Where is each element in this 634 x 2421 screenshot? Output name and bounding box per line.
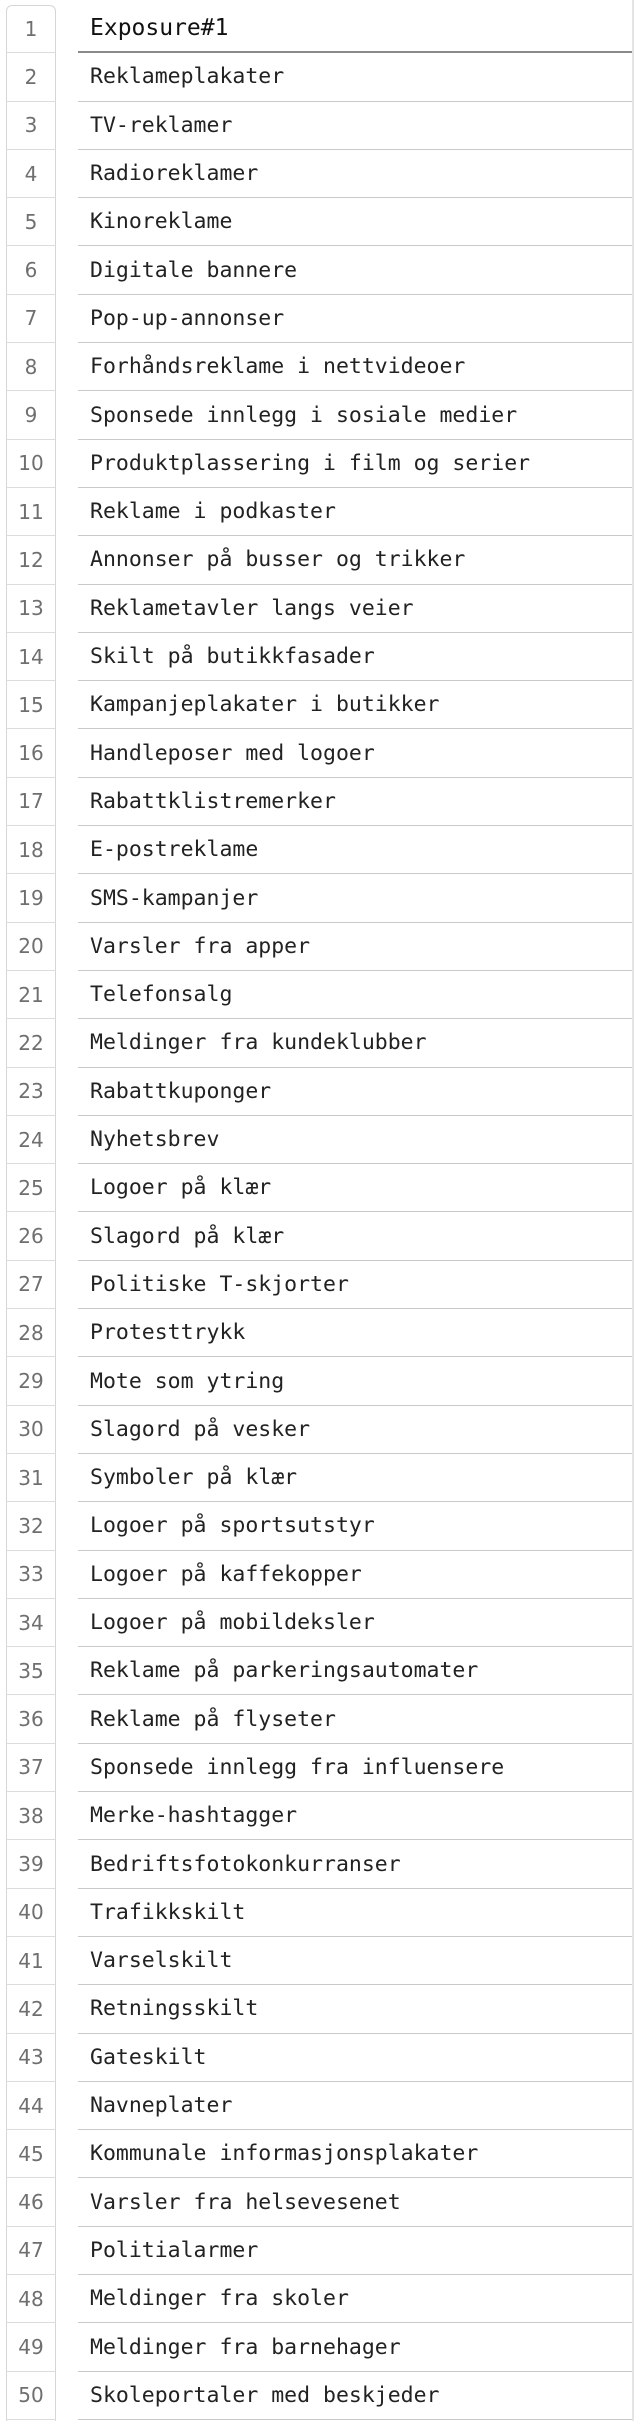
table-cell[interactable]: Reklametavler langs veier xyxy=(78,585,634,633)
row-number[interactable]: 31 xyxy=(6,1454,56,1502)
row-number[interactable]: 7 xyxy=(6,295,56,343)
table-row[interactable] xyxy=(0,1116,634,1164)
row-number[interactable]: 11 xyxy=(6,488,56,536)
table-cell[interactable]: Forhåndsreklame i nettvideoer xyxy=(78,343,634,391)
table-cell[interactable]: Kampanjeplakater i butikker xyxy=(78,681,634,729)
table-cell[interactable]: Sponsede innlegg i sosiale medier xyxy=(78,391,634,439)
table-cell[interactable]: Telefonsalg xyxy=(78,971,634,1019)
table-row[interactable] xyxy=(0,440,634,488)
table-cell[interactable]: Meldinger fra barnehager xyxy=(78,2323,634,2371)
row-number[interactable]: 6 xyxy=(6,247,56,295)
table-row[interactable] xyxy=(0,102,634,150)
table-row[interactable] xyxy=(0,391,634,439)
row-number[interactable]: 33 xyxy=(6,1551,56,1599)
table-row[interactable] xyxy=(0,295,634,343)
row-number[interactable]: 27 xyxy=(6,1261,56,1309)
table-cell[interactable]: Varsler fra helsevesenet xyxy=(78,2179,634,2227)
table-cell[interactable]: Politialarmer xyxy=(78,2227,634,2275)
row-number[interactable]: 32 xyxy=(6,1502,56,1550)
table-row[interactable] xyxy=(0,1551,634,1599)
table-cell[interactable]: Logoer på mobildeksler xyxy=(78,1599,634,1647)
table-row[interactable] xyxy=(0,1164,634,1212)
table-row[interactable] xyxy=(0,2082,634,2130)
row-number[interactable]: 44 xyxy=(6,2082,56,2130)
row-number[interactable]: 47 xyxy=(6,2227,56,2275)
table-cell[interactable]: Meldinger fra skoler xyxy=(78,2275,634,2323)
table-row[interactable] xyxy=(0,150,634,198)
row-number[interactable]: 2 xyxy=(6,53,56,101)
table-row[interactable] xyxy=(0,1502,634,1550)
table-row[interactable] xyxy=(0,1068,634,1116)
row-number[interactable]: 29 xyxy=(6,1357,56,1405)
row-number[interactable]: 14 xyxy=(6,633,56,681)
table-cell[interactable]: Protesttrykk xyxy=(78,1309,634,1357)
table-row[interactable] xyxy=(0,923,634,971)
table-cell[interactable]: Radioreklamer xyxy=(78,150,634,198)
table-cell[interactable]: Varselskilt xyxy=(78,1937,634,1985)
table-cell[interactable]: Navneplater xyxy=(78,2082,634,2130)
table-row[interactable] xyxy=(0,585,634,633)
row-number[interactable]: 8 xyxy=(6,343,56,391)
row-number[interactable]: 21 xyxy=(6,971,56,1019)
table-row[interactable] xyxy=(0,198,634,246)
table-cell[interactable]: Logoer på sportsutstyr xyxy=(78,1502,634,1550)
table-row[interactable] xyxy=(0,2034,634,2082)
row-number[interactable]: 35 xyxy=(6,1647,56,1695)
table-row[interactable] xyxy=(0,1357,634,1405)
table-cell[interactable]: Slagord på vesker xyxy=(78,1406,634,1454)
table-row[interactable] xyxy=(0,1792,634,1840)
table-cell[interactable]: Meldinger fra kundeklubber xyxy=(78,1019,634,1067)
row-number[interactable]: 28 xyxy=(6,1309,56,1357)
row-number[interactable]: 26 xyxy=(6,1213,56,1261)
table-cell[interactable]: Slagord på klær xyxy=(78,1213,634,1261)
row-number[interactable]: 39 xyxy=(6,1840,56,1888)
row-number[interactable]: 23 xyxy=(6,1068,56,1116)
row-number[interactable]: 1 xyxy=(6,5,56,53)
row-number[interactable]: 34 xyxy=(6,1599,56,1647)
row-number[interactable]: 45 xyxy=(6,2130,56,2178)
row-number[interactable]: 25 xyxy=(6,1164,56,1212)
table-row[interactable] xyxy=(0,1647,634,1695)
table-row[interactable] xyxy=(0,874,634,922)
row-number[interactable]: 41 xyxy=(6,1937,56,1985)
row-number[interactable]: 12 xyxy=(6,536,56,584)
table-cell[interactable]: E-postreklame xyxy=(78,826,634,874)
column-header-cell[interactable]: Exposure#1 xyxy=(78,5,634,53)
table-cell[interactable]: Rabattklistremerker xyxy=(78,778,634,826)
table-row[interactable] xyxy=(0,681,634,729)
table-row[interactable] xyxy=(0,1937,634,1985)
table-cell[interactable]: Symboler på klær xyxy=(78,1454,634,1502)
row-number[interactable]: 30 xyxy=(6,1406,56,1454)
table-cell[interactable]: Sponsede innlegg fra influensere xyxy=(78,1744,634,1792)
row-number[interactable]: 10 xyxy=(6,440,56,488)
row-number[interactable]: 16 xyxy=(6,730,56,778)
table-row[interactable] xyxy=(0,1019,634,1067)
table-cell[interactable]: Varsler fra apper xyxy=(78,923,634,971)
row-number[interactable]: 4 xyxy=(6,150,56,198)
table-row[interactable] xyxy=(0,1744,634,1792)
table-row[interactable] xyxy=(0,1309,634,1357)
row-number[interactable]: 49 xyxy=(6,2323,56,2371)
row-number[interactable]: 18 xyxy=(6,826,56,874)
row-number[interactable]: 24 xyxy=(6,1116,56,1164)
row-number[interactable]: 42 xyxy=(6,1985,56,2033)
table-row[interactable] xyxy=(0,488,634,536)
row-number[interactable]: 38 xyxy=(6,1792,56,1840)
table-row[interactable] xyxy=(0,1889,634,1937)
table-cell[interactable]: Politiske T-skjorter xyxy=(78,1261,634,1309)
table-row[interactable] xyxy=(0,2372,634,2420)
table-cell[interactable]: Reklame på parkeringsautomater xyxy=(78,1647,634,1695)
row-number[interactable]: 22 xyxy=(6,1019,56,1067)
table-cell[interactable]: Mote som ytring xyxy=(78,1357,634,1405)
row-number[interactable]: 48 xyxy=(6,2275,56,2323)
table-cell[interactable]: Kinoreklame xyxy=(78,198,634,246)
row-number[interactable]: 13 xyxy=(6,585,56,633)
header-row[interactable] xyxy=(0,5,634,53)
row-number[interactable]: 46 xyxy=(6,2179,56,2227)
table-row[interactable] xyxy=(0,1261,634,1309)
table-row[interactable] xyxy=(0,247,634,295)
row-number[interactable]: 19 xyxy=(6,874,56,922)
row-number[interactable]: 9 xyxy=(6,391,56,439)
row-number[interactable]: 40 xyxy=(6,1889,56,1937)
table-row[interactable] xyxy=(0,1213,634,1261)
table-row[interactable] xyxy=(0,2179,634,2227)
row-number[interactable]: 3 xyxy=(6,102,56,150)
table-row[interactable] xyxy=(0,53,634,101)
row-number[interactable]: 15 xyxy=(6,681,56,729)
table-cell[interactable]: Reklame i podkaster xyxy=(78,488,634,536)
table-row[interactable] xyxy=(0,536,634,584)
table-row[interactable] xyxy=(0,971,634,1019)
table-cell[interactable]: Produktplassering i film og serier xyxy=(78,440,634,488)
table-cell[interactable]: Skilt på butikkfasader xyxy=(78,633,634,681)
table-cell[interactable]: Annonser på busser og trikker xyxy=(78,536,634,584)
table-row[interactable] xyxy=(0,2130,634,2178)
table-cell[interactable]: Trafikkskilt xyxy=(78,1889,634,1937)
table-row[interactable] xyxy=(0,2323,634,2371)
table-row[interactable] xyxy=(0,1985,634,2033)
table-cell[interactable]: Retningsskilt xyxy=(78,1985,634,2033)
table-cell[interactable]: Merke-hashtagger xyxy=(78,1792,634,1840)
table-cell[interactable]: Logoer på kaffekopper xyxy=(78,1551,634,1599)
table-row[interactable] xyxy=(0,1696,634,1744)
row-number[interactable]: 36 xyxy=(6,1696,56,1744)
table-cell[interactable]: Bedriftsfotokonkurranser xyxy=(78,1840,634,1888)
table-cell[interactable]: Digitale bannere xyxy=(78,247,634,295)
table-cell[interactable]: Pop-up-annonser xyxy=(78,295,634,343)
table-cell[interactable]: Reklame på flyseter xyxy=(78,1696,634,1744)
table-row[interactable] xyxy=(0,826,634,874)
table-cell[interactable]: Logoer på klær xyxy=(78,1164,634,1212)
table-row[interactable] xyxy=(0,1406,634,1454)
table-row[interactable] xyxy=(0,730,634,778)
table-row[interactable] xyxy=(0,343,634,391)
table-row[interactable] xyxy=(0,2275,634,2323)
row-number[interactable]: 17 xyxy=(6,778,56,826)
table-row[interactable] xyxy=(0,633,634,681)
row-number[interactable]: 37 xyxy=(6,1744,56,1792)
row-number[interactable]: 50 xyxy=(6,2372,56,2420)
table-cell[interactable]: Reklameplakater xyxy=(78,53,634,101)
table-cell[interactable]: Handleposer med logoer xyxy=(78,730,634,778)
table-row[interactable] xyxy=(0,1454,634,1502)
table-cell[interactable]: TV-reklamer xyxy=(78,102,634,150)
row-number[interactable]: 5 xyxy=(6,198,56,246)
table-cell[interactable]: Nyhetsbrev xyxy=(78,1116,634,1164)
table-row[interactable] xyxy=(0,2227,634,2275)
table-cell[interactable]: Rabattkuponger xyxy=(78,1068,634,1116)
table-cell[interactable]: Gateskilt xyxy=(78,2034,634,2082)
table-cell[interactable]: SMS-kampanjer xyxy=(78,874,634,922)
table-cell[interactable]: Skoleportaler med beskjeder xyxy=(78,2372,634,2420)
table-row[interactable] xyxy=(0,1840,634,1888)
table-row[interactable] xyxy=(0,778,634,826)
table-row[interactable] xyxy=(0,1599,634,1647)
row-number[interactable]: 43 xyxy=(6,2034,56,2082)
row-number[interactable]: 20 xyxy=(6,923,56,971)
table-cell[interactable]: Kommunale informasjonsplakater xyxy=(78,2130,634,2178)
